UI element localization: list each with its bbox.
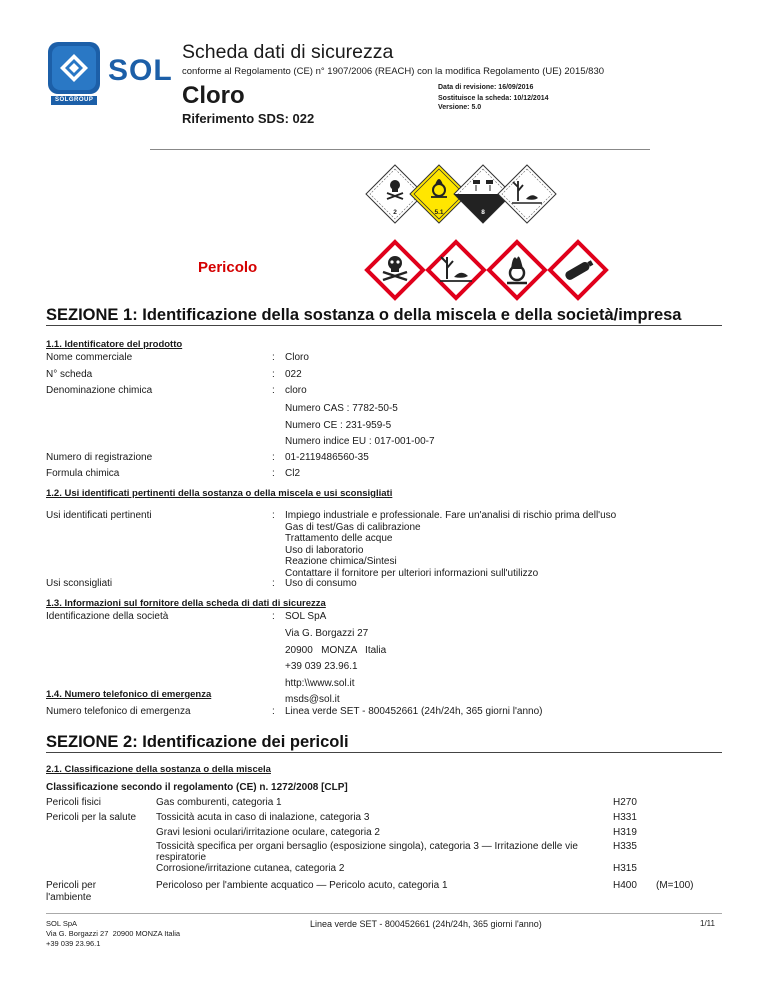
hazard-text: Tossicità specifica per organi bersaglio (esposizione singola), categoria 3 — Irritazione delle vie xyxy=(156,841,578,852)
regulation-line: conforme al Regolamento (CE) n° 1907/2006 (REACH) con la modifica Regolamento (UE) 2015/830 xyxy=(182,66,605,77)
label-chemical-name: Denominazione chimica xyxy=(46,385,153,396)
use-item: Contattare il fornitore per ulteriori informazioni sull'utilizzo xyxy=(285,567,539,579)
colon: : xyxy=(272,510,275,521)
footer-emergency: Linea verde SET - 800452661 (24h/24h, 365 giorni l'anno) xyxy=(310,919,542,929)
hazard-text: Gas comburenti, categoria 1 xyxy=(156,797,282,808)
footer-phone: +39 039 23.96.1 xyxy=(46,939,101,948)
label-discouraged-uses: Usi sconsigliati xyxy=(46,578,113,589)
logo-text: SOL xyxy=(108,54,173,87)
section1-title: SEZIONE 1: Identificazione della sostanza o della miscela e della società/impresa xyxy=(46,306,682,324)
identified-uses-list xyxy=(285,510,715,579)
company-email[interactable]: msds@sol.it xyxy=(285,694,340,705)
ghs-flame-over-circle xyxy=(486,239,548,301)
footer-address: Via G. Borgazzi 27 20900 MONZA Italia xyxy=(46,929,181,938)
colon: : xyxy=(272,611,275,622)
s13-title: 1.3. Informazioni sul fornitore della scheda di dati di sicurezza xyxy=(46,598,326,609)
value-emergency-number: Linea verde SET - 800452661 (24h/24h, 365 giorni l'anno) xyxy=(285,706,543,717)
colon: : xyxy=(272,385,275,396)
transport-label-number: 5.1 xyxy=(434,209,444,216)
hazard-text: Corrosione/irritazione cutanea, categoria 2 xyxy=(156,863,345,874)
transport-label-number: 2 xyxy=(393,209,397,216)
value-discouraged-uses: Uso di consumo xyxy=(285,578,357,589)
label-chemical-formula: Formula chimica xyxy=(46,468,120,479)
signal-word: Pericolo xyxy=(198,259,258,276)
colon: : xyxy=(272,706,275,717)
clp-title: Classificazione secondo il regolamento (CE) n. 1272/2008 [CLP] xyxy=(46,782,348,793)
company-name: SOL SpA xyxy=(285,611,327,622)
ec-number: Numero CE : 231-959-5 xyxy=(285,420,392,431)
hazard-group-cont: l'ambiente xyxy=(46,892,92,903)
value-chemical-formula: Cl2 xyxy=(285,468,301,479)
document-title: Scheda dati di sicurezza xyxy=(182,41,394,63)
value-sheet-number: 022 xyxy=(285,369,302,380)
value-trade-name: Cloro xyxy=(285,352,309,363)
s21-title: 2.1. Classificazione della sostanza o della miscela xyxy=(46,764,271,775)
hazard-code: H270 xyxy=(613,797,637,808)
s11-title: 1.1. Identificatore del prodotto xyxy=(46,339,183,350)
hazard-text: Tossicità acuta in caso di inalazione, categoria 3 xyxy=(156,812,370,823)
use-item: Reazione chimica/Sintesi xyxy=(285,556,397,567)
label-identified-uses: Usi identificati pertinenti xyxy=(46,510,152,521)
value-registration-number: 01-2119486560-35 xyxy=(285,452,369,463)
hazard-group: Pericoli fisici xyxy=(46,797,102,808)
ghs-skull-crossbones xyxy=(364,239,426,301)
hazard-code: H315 xyxy=(613,863,637,874)
company-city: 20900 MONZA Italia xyxy=(285,645,387,656)
transport-label-number: 8 xyxy=(481,209,485,216)
cas-number: Numero CAS : 7782-50-5 xyxy=(285,403,398,414)
label-sheet-number: N° scheda xyxy=(46,369,93,380)
hazard-code: H335 xyxy=(613,841,637,852)
ghs-environment xyxy=(425,239,487,301)
section1-rule xyxy=(46,325,722,326)
footer-rule xyxy=(46,913,722,914)
colon: : xyxy=(272,352,275,363)
revision-date: Data di revisione: 16/09/2016 xyxy=(438,84,534,91)
colon: : xyxy=(272,369,275,380)
label-trade-name: Nome commerciale xyxy=(46,352,133,363)
page-number: 1/11 xyxy=(700,919,715,928)
hazard-code: H319 xyxy=(613,827,637,838)
hazard-group: Pericoli per la salute xyxy=(46,812,137,823)
s12-title: 1.2. Usi identificati pertinenti della sostanza o della miscela e usi sconsigliati xyxy=(46,488,393,499)
use-item: Uso di laboratorio xyxy=(285,544,364,556)
label-company: Identificazione della società xyxy=(46,611,169,622)
m-factor: (M=100) xyxy=(656,880,694,891)
ghs-gas-cylinder xyxy=(547,239,609,301)
hazard-text: Gravi lesioni oculari/irritazione oculare, categoria 2 xyxy=(156,827,380,838)
company-street: Via G. Borgazzi 27 xyxy=(285,628,369,639)
logo-group-text: SOLGROUP xyxy=(55,97,94,103)
hazard-code: H400 xyxy=(613,880,637,891)
sds-reference: Riferimento SDS: 022 xyxy=(182,111,315,126)
label-emergency-number: Numero telefonico di emergenza xyxy=(46,706,191,717)
section2-rule xyxy=(46,752,722,753)
replaces-date: Sostituisce la scheda: 10/12/2014 xyxy=(438,95,549,102)
hazard-group: Pericoli per xyxy=(46,880,97,891)
colon: : xyxy=(272,578,275,589)
header-divider xyxy=(150,149,650,150)
product-name: Cloro xyxy=(182,82,245,109)
version: Versione: 5.0 xyxy=(438,104,482,111)
hazard-text: Pericoloso per l'ambiente acquatico — Pericolo acuto, categoria 1 xyxy=(156,880,448,891)
use-item: Trattamento delle acque xyxy=(285,533,393,544)
colon: : xyxy=(272,452,275,463)
hazard-code: H331 xyxy=(613,812,637,823)
section2-title: SEZIONE 2: Identificazione dei pericoli xyxy=(46,733,349,751)
company-website[interactable]: http:\\www.sol.it xyxy=(285,678,355,689)
sol-logo xyxy=(46,40,174,108)
label-registration-number: Numero di registrazione xyxy=(46,452,153,463)
value-chemical-name: cloro xyxy=(285,385,307,396)
use-item: Gas di test/Gas di calibrazione xyxy=(285,521,421,533)
s14-heading: 1.4. Numero telefonico di emergenza xyxy=(46,689,212,700)
use-item: Impiego industriale e professionale. Fare un'analisi di rischio prima dell'uso xyxy=(285,510,617,521)
company-phone: +39 039 23.96.1 xyxy=(285,661,358,672)
colon: : xyxy=(272,468,275,479)
hazard-text-cont: respiratorie xyxy=(156,852,207,863)
eu-index-number: Numero indice EU : 017-001-00-7 xyxy=(285,436,435,447)
transport-label-environment xyxy=(496,163,558,225)
footer-company: SOL SpA xyxy=(46,919,77,928)
